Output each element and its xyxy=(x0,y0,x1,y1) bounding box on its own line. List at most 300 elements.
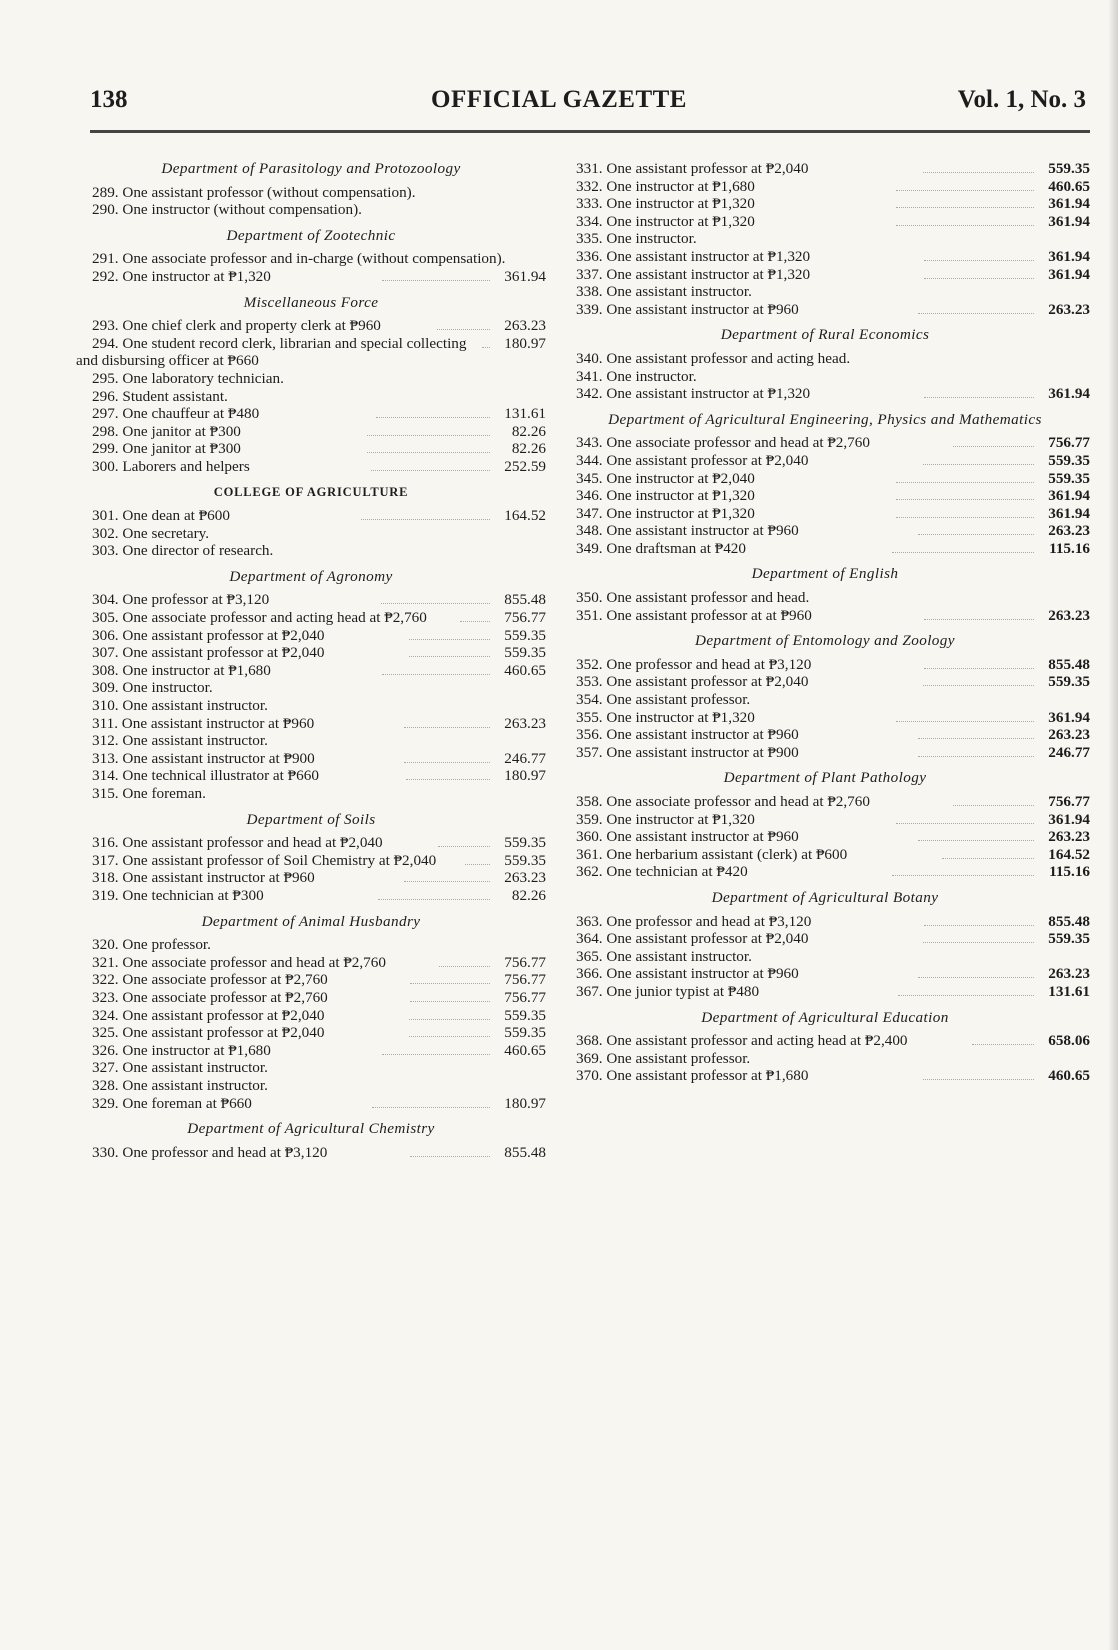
dot-leader xyxy=(923,685,1034,686)
item-description: 333. One instructor at ₱1,320 xyxy=(576,195,755,213)
item-description: 359. One instructor at ₱1,320 xyxy=(576,810,755,828)
item-description: 329. One foreman at ₱660 xyxy=(92,1094,252,1112)
item-description: 290. One instructor (without compensation). xyxy=(92,201,362,219)
item-description: 318. One assistant instructor at ₱960 xyxy=(92,869,315,887)
item-amount: 263.23 xyxy=(1048,965,1091,983)
dot-leader xyxy=(924,260,1034,261)
dot-leader xyxy=(896,517,1034,518)
budget-item xyxy=(76,1024,546,1042)
budget-item xyxy=(76,268,546,286)
budget-item xyxy=(560,434,1090,452)
budget-item xyxy=(76,507,546,525)
dot-leader xyxy=(372,1107,490,1108)
item-description: 299. One janitor at ₱300 xyxy=(92,440,241,458)
budget-item xyxy=(76,405,546,423)
budget-item xyxy=(76,1144,546,1162)
item-description: 325. One assistant professor at ₱2,040 xyxy=(92,1024,325,1042)
item-description: 326. One instructor at ₱1,680 xyxy=(92,1041,271,1059)
item-amount: 756.77 xyxy=(1048,793,1090,810)
dot-leader xyxy=(896,499,1034,500)
dot-leader xyxy=(404,881,490,882)
dot-leader xyxy=(409,1036,490,1037)
budget-item xyxy=(76,1007,546,1025)
item-description: 322. One associate professor at ₱2,760 xyxy=(92,971,328,989)
budget-item xyxy=(560,863,1090,881)
budget-item xyxy=(560,301,1090,319)
item-amount: 82.26 xyxy=(511,886,547,904)
item-amount: 559.35 xyxy=(504,626,546,644)
dot-leader xyxy=(361,519,490,520)
budget-item xyxy=(76,834,546,852)
item-description: 289. One assistant professor (without compensation). xyxy=(92,183,416,201)
item-description: 366. One assistant instructor at ₱960 xyxy=(576,965,799,983)
dot-leader xyxy=(942,858,1034,859)
section-heading: Department of Agricultural Chemistry xyxy=(187,1120,435,1138)
item-description: 347. One instructor at ₱1,320 xyxy=(576,504,755,522)
item-amount: 756.77 xyxy=(504,988,546,1006)
item-description: 317. One assistant professor of Soil Chemistry at ₱2,040 xyxy=(92,851,437,869)
item-description: 327. One assistant instructor. xyxy=(92,1059,268,1077)
item-amount: 180.97 xyxy=(504,767,547,785)
item-description: 304. One professor at ₱3,120 xyxy=(92,591,270,609)
dot-leader xyxy=(923,942,1034,943)
item-amount: 252.59 xyxy=(504,457,547,475)
item-description: 324. One assistant professor at ₱2,040 xyxy=(92,1006,325,1024)
item-description: 357. One assistant instructor at ₱900 xyxy=(576,743,799,761)
item-amount: 559.35 xyxy=(504,1024,546,1042)
item-description: 294. One student record clerk, librarian and special collecting and disbursing officer at ₱660 xyxy=(76,334,471,370)
item-description: 354. One assistant professor. xyxy=(576,691,751,709)
item-description: 311. One assistant instructor at ₱960 xyxy=(92,714,315,732)
item-amount: 180.97 xyxy=(504,1094,547,1112)
item-description: 356. One assistant instructor at ₱960 xyxy=(576,726,799,744)
item-description: 352. One professor and head at ₱3,120 xyxy=(576,655,812,673)
budget-item xyxy=(76,317,546,335)
budget-item xyxy=(560,213,1090,231)
right-column xyxy=(560,160,1090,1085)
budget-item xyxy=(76,785,546,803)
item-description: 342. One assistant instructor at ₱1,320 xyxy=(576,385,811,403)
dot-leader xyxy=(918,977,1034,978)
budget-item xyxy=(76,679,546,697)
item-description: 368. One assistant professor and acting head at ₱2,400 xyxy=(576,1032,908,1050)
dot-leader xyxy=(404,727,490,728)
item-amount: 115.16 xyxy=(1049,863,1091,881)
item-description: 291. One associate professor and in-charge (without compensation). xyxy=(92,250,506,268)
item-amount: 756.77 xyxy=(504,971,546,989)
item-amount: 460.65 xyxy=(504,1041,547,1059)
budget-item xyxy=(76,370,546,388)
dot-leader xyxy=(918,738,1034,739)
dot-leader xyxy=(892,875,1034,876)
section-heading: Department of Parasitology and Protozoology xyxy=(161,160,461,177)
dot-leader xyxy=(918,840,1034,841)
section-heading: Department of Rural Economics xyxy=(720,326,930,344)
item-amount: 559.35 xyxy=(1048,469,1091,487)
budget-item xyxy=(560,540,1090,558)
item-description: 348. One assistant instructor at ₱960 xyxy=(576,522,799,540)
budget-item xyxy=(76,869,546,887)
budget-item xyxy=(76,1059,546,1077)
budget-item xyxy=(560,793,1090,811)
item-amount: 263.23 xyxy=(1048,726,1091,744)
budget-item xyxy=(560,350,1090,368)
section-heading: Department of Soils xyxy=(246,810,376,828)
dot-leader xyxy=(924,397,1034,398)
item-description: 362. One technician at ₱420 xyxy=(576,863,748,881)
page-edge-shadow xyxy=(1108,0,1118,1650)
dot-leader xyxy=(376,417,490,418)
budget-item xyxy=(76,767,546,785)
budget-item xyxy=(560,846,1090,864)
budget-item xyxy=(560,248,1090,266)
item-description: 353. One assistant professor at ₱2,040 xyxy=(576,673,809,691)
budget-item xyxy=(76,1095,546,1113)
budget-item xyxy=(560,656,1090,674)
dot-leader xyxy=(896,721,1034,722)
item-amount: 559.35 xyxy=(504,851,547,869)
item-description: 355. One instructor at ₱1,320 xyxy=(576,708,755,726)
budget-item xyxy=(560,266,1090,284)
budget-item xyxy=(560,948,1090,966)
item-description: 308. One instructor at ₱1,680 xyxy=(92,661,271,679)
item-amount: 756.77 xyxy=(504,609,546,627)
dot-leader xyxy=(923,172,1034,173)
item-amount: 559.35 xyxy=(1048,160,1090,177)
item-description: 345. One instructor at ₱2,040 xyxy=(576,469,755,487)
item-description: 349. One draftsman at ₱420 xyxy=(576,539,746,557)
dot-leader xyxy=(896,823,1034,824)
item-amount: 361.94 xyxy=(1048,708,1091,726)
item-description: 319. One technician at ₱300 xyxy=(92,886,264,904)
item-description: 293. One chief clerk and property clerk at ₱960 xyxy=(92,317,381,335)
dot-leader xyxy=(378,899,490,900)
budget-item xyxy=(560,691,1090,709)
item-amount: 131.61 xyxy=(504,405,547,423)
item-amount: 460.65 xyxy=(1048,177,1091,195)
dot-leader xyxy=(924,619,1034,620)
item-amount: 361.94 xyxy=(1048,247,1090,265)
dot-leader xyxy=(896,190,1034,191)
dot-leader xyxy=(482,347,490,348)
dot-leader xyxy=(382,674,490,675)
section-heading: Department of Agricultural Botany xyxy=(711,888,939,906)
item-amount: 361.94 xyxy=(1048,385,1090,403)
budget-item xyxy=(560,1032,1090,1050)
item-description: 315. One foreman. xyxy=(92,785,206,802)
item-description: 358. One associate professor and head at ₱2,760 xyxy=(576,793,870,810)
item-description: 369. One assistant professor. xyxy=(576,1049,751,1067)
budget-item xyxy=(76,750,546,768)
budget-item xyxy=(560,1050,1090,1068)
item-description: 301. One dean at ₱600 xyxy=(92,507,230,525)
section-heading: Department of Animal Husbandry xyxy=(201,912,421,930)
item-amount: 131.61 xyxy=(1048,982,1090,1000)
dot-leader xyxy=(410,1156,490,1157)
item-description: 337. One assistant instructor at ₱1,320 xyxy=(576,265,811,283)
budget-item xyxy=(76,971,546,989)
item-amount: 855.48 xyxy=(504,1143,547,1161)
item-description: 339. One assistant instructor at ₱960 xyxy=(576,300,799,318)
budget-item xyxy=(76,250,546,268)
item-description: 320. One professor. xyxy=(92,936,211,954)
item-description: 321. One associate professor and head at ₱2,760 xyxy=(92,953,386,971)
budget-item xyxy=(560,452,1090,470)
item-description: 336. One assistant instructor at ₱1,320 xyxy=(576,247,811,265)
section-heading: Miscellaneous Force xyxy=(243,293,379,311)
budget-item xyxy=(560,607,1090,625)
budget-item xyxy=(560,522,1090,540)
item-amount: 855.48 xyxy=(504,591,547,609)
budget-item xyxy=(560,913,1090,931)
dot-leader xyxy=(409,656,490,657)
item-description: 343. One associate professor and head at ₱2,760 xyxy=(576,434,870,452)
budget-item xyxy=(76,542,546,560)
dot-leader xyxy=(924,278,1034,279)
dot-leader xyxy=(923,464,1034,465)
dot-leader xyxy=(438,846,490,847)
budget-item xyxy=(76,184,546,202)
item-amount: 361.94 xyxy=(1048,504,1091,522)
budget-item xyxy=(76,423,546,441)
item-description: 292. One instructor at ₱1,320 xyxy=(92,267,271,285)
dot-leader xyxy=(439,966,490,967)
dot-leader xyxy=(898,995,1034,996)
left-column xyxy=(76,160,546,1161)
item-amount: 263.23 xyxy=(504,869,547,887)
item-amount: 263.23 xyxy=(1048,828,1091,846)
section-heading: Department of Agronomy xyxy=(229,567,393,585)
budget-item xyxy=(76,936,546,954)
item-amount: 460.65 xyxy=(1048,1067,1090,1085)
budget-item xyxy=(560,368,1090,386)
item-amount: 559.35 xyxy=(1048,930,1090,948)
budget-item xyxy=(76,989,546,1007)
publication-title: OFFICIAL GAZETTE xyxy=(431,86,687,113)
item-amount: 559.35 xyxy=(504,834,546,852)
budget-item xyxy=(560,709,1090,727)
item-amount: 246.77 xyxy=(504,749,547,767)
item-description: 330. One professor and head at ₱3,120 xyxy=(92,1143,328,1161)
dot-leader xyxy=(896,207,1034,208)
budget-item xyxy=(560,195,1090,213)
dot-leader xyxy=(953,446,1034,447)
dot-leader xyxy=(924,668,1034,669)
item-amount: 263.23 xyxy=(504,317,547,335)
item-description: 340. One assistant professor and acting head. xyxy=(576,349,851,367)
item-description: 360. One assistant instructor at ₱960 xyxy=(576,828,799,846)
item-description: 305. One associate professor and acting head at ₱2,760 xyxy=(92,609,427,627)
item-description: 302. One secretary. xyxy=(92,524,210,542)
budget-item xyxy=(76,644,546,662)
dot-leader xyxy=(465,864,490,865)
item-description: 344. One assistant professor at ₱2,040 xyxy=(576,451,809,469)
dot-leader xyxy=(437,329,490,330)
budget-item xyxy=(560,470,1090,488)
header-rule xyxy=(90,130,1090,133)
dot-leader xyxy=(972,1044,1034,1045)
item-description: 314. One technical illustrator at ₱660 xyxy=(92,767,319,785)
budget-item xyxy=(560,385,1090,403)
item-description: 296. Student assistant. xyxy=(92,387,228,405)
item-description: 351. One assistant professor at at ₱960 xyxy=(576,606,812,624)
budget-item xyxy=(76,609,546,627)
budget-item xyxy=(560,160,1090,178)
budget-item xyxy=(560,930,1090,948)
budget-item xyxy=(560,230,1090,248)
dot-leader xyxy=(896,482,1034,483)
budget-item xyxy=(560,1067,1090,1085)
section-heading: Department of Agricultural Engineering, Physics and Mathematics xyxy=(608,410,1042,428)
dot-leader xyxy=(892,552,1035,553)
item-description: 364. One assistant professor at ₱2,040 xyxy=(576,930,809,948)
budget-item xyxy=(560,487,1090,505)
dot-leader xyxy=(918,756,1034,757)
dot-leader xyxy=(923,1079,1034,1080)
item-amount: 115.16 xyxy=(1049,539,1091,557)
item-description: 346. One instructor at ₱1,320 xyxy=(576,487,755,505)
budget-item xyxy=(76,662,546,680)
budget-item xyxy=(560,505,1090,523)
budget-item xyxy=(560,828,1090,846)
dot-leader xyxy=(409,1019,490,1020)
budget-item xyxy=(76,591,546,609)
item-description: 335. One instructor. xyxy=(576,230,697,248)
dot-leader xyxy=(918,313,1034,314)
budget-item xyxy=(560,673,1090,691)
item-description: 338. One assistant instructor. xyxy=(576,283,752,301)
item-amount: 263.23 xyxy=(504,714,547,732)
budget-item xyxy=(76,458,546,476)
section-heading: Department of Plant Pathology xyxy=(723,769,927,787)
item-amount: 82.26 xyxy=(511,440,546,458)
item-amount: 361.94 xyxy=(504,267,547,285)
budget-item xyxy=(76,887,546,905)
item-description: 300. Laborers and helpers xyxy=(92,457,250,475)
dot-leader xyxy=(371,470,490,471)
dot-leader xyxy=(404,762,490,763)
budget-item xyxy=(76,440,546,458)
section-heading: Department of English xyxy=(751,565,899,583)
item-description: 370. One assistant professor at ₱1,680 xyxy=(576,1067,809,1085)
item-description: 307. One assistant professor at ₱2,040 xyxy=(92,644,325,662)
budget-item xyxy=(76,627,546,645)
item-description: 363. One professor and head at ₱3,120 xyxy=(576,912,812,930)
dot-leader xyxy=(410,983,490,984)
item-description: 323. One associate professor at ₱2,760 xyxy=(92,988,328,1006)
item-description: 316. One assistant professor and head at ₱2,040 xyxy=(92,834,383,852)
budget-item xyxy=(76,954,546,972)
item-amount: 263.23 xyxy=(1048,300,1091,318)
budget-item xyxy=(560,811,1090,829)
budget-item xyxy=(560,178,1090,196)
item-amount: 559.35 xyxy=(1048,451,1090,469)
budget-item xyxy=(76,715,546,733)
item-amount: 361.94 xyxy=(1048,487,1091,505)
dot-leader xyxy=(953,805,1034,806)
dot-leader xyxy=(406,779,490,780)
section-heading: Department of Entomology and Zoology xyxy=(695,632,955,650)
item-description: 361. One herbarium assistant (clerk) at ₱600 xyxy=(576,845,848,863)
budget-item xyxy=(560,744,1090,762)
budget-item xyxy=(76,335,546,370)
page-header xyxy=(0,86,1118,126)
item-amount: 361.94 xyxy=(1048,810,1091,828)
budget-item xyxy=(76,697,546,715)
dot-leader xyxy=(896,225,1034,226)
budget-item xyxy=(76,201,546,219)
item-amount: 180.97 xyxy=(504,334,546,352)
item-amount: 263.23 xyxy=(1048,522,1091,540)
budget-item xyxy=(560,983,1090,1001)
item-description: 350. One assistant professor and head. xyxy=(576,589,810,607)
item-amount: 559.35 xyxy=(504,644,546,662)
item-description: 310. One assistant instructor. xyxy=(92,697,268,715)
budget-item xyxy=(76,388,546,406)
budget-item xyxy=(76,1077,546,1095)
item-amount: 82.26 xyxy=(511,422,546,440)
item-amount: 460.65 xyxy=(504,661,547,679)
item-amount: 756.77 xyxy=(1048,434,1090,452)
item-amount: 361.94 xyxy=(1048,212,1091,230)
dot-leader xyxy=(409,639,490,640)
item-description: 328. One assistant instructor. xyxy=(92,1076,268,1094)
item-amount: 246.77 xyxy=(1048,743,1091,761)
item-description: 313. One assistant instructor at ₱900 xyxy=(92,749,315,767)
item-description: 303. One director of research. xyxy=(92,542,274,560)
section-heading: Department of Agricultural Education xyxy=(701,1008,949,1026)
dot-leader xyxy=(382,280,490,281)
item-amount: 855.48 xyxy=(1048,655,1091,673)
item-amount: 164.52 xyxy=(1048,845,1091,863)
dot-leader xyxy=(410,1001,490,1002)
item-description: 306. One assistant professor at ₱2,040 xyxy=(92,626,325,644)
item-amount: 361.94 xyxy=(1048,265,1090,283)
volume-label: Vol. 1, No. 3 xyxy=(957,86,1086,113)
item-amount: 361.94 xyxy=(1048,195,1091,213)
page-number: 138 xyxy=(90,86,128,113)
budget-item xyxy=(560,965,1090,983)
dot-leader xyxy=(460,621,490,622)
item-amount: 658.06 xyxy=(1048,1032,1090,1050)
item-description: 367. One junior typist at ₱480 xyxy=(576,982,760,1000)
item-amount: 164.52 xyxy=(504,507,546,525)
section-heading: Department of Zootechnic xyxy=(226,226,396,244)
item-description: 331. One assistant professor at ₱2,040 xyxy=(576,160,809,177)
budget-item xyxy=(76,1042,546,1060)
section-heading: COLLEGE OF AGRICULTURE xyxy=(213,484,409,499)
item-amount: 559.35 xyxy=(1048,673,1090,691)
budget-item xyxy=(560,726,1090,744)
item-description: 297. One chauffeur at ₱480 xyxy=(92,405,260,423)
item-amount: 263.23 xyxy=(1048,606,1091,624)
dot-leader xyxy=(918,534,1034,535)
budget-item xyxy=(76,525,546,543)
dot-leader xyxy=(367,435,490,436)
item-description: 341. One instructor. xyxy=(576,367,697,385)
dot-leader xyxy=(381,603,490,604)
item-description: 295. One laboratory technician. xyxy=(92,369,284,387)
item-amount: 855.48 xyxy=(1048,912,1091,930)
item-description: 365. One assistant instructor. xyxy=(576,947,752,965)
dot-leader xyxy=(367,452,490,453)
item-amount: 756.77 xyxy=(504,953,546,971)
item-description: 298. One janitor at ₱300 xyxy=(92,422,241,440)
item-description: 312. One assistant instructor. xyxy=(92,732,268,750)
budget-item xyxy=(560,589,1090,607)
dot-leader xyxy=(924,925,1034,926)
item-description: 309. One instructor. xyxy=(92,679,213,697)
